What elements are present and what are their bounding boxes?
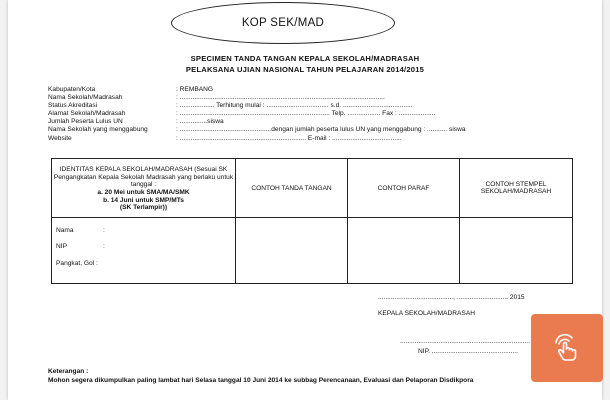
paraf-box bbox=[348, 218, 460, 284]
field-nama-colon: : bbox=[103, 227, 105, 234]
info-label: Kabupaten/Kota bbox=[48, 86, 96, 93]
stamp-box bbox=[460, 218, 573, 284]
info-row-jumlah-peserta bbox=[48, 118, 588, 126]
info-value: : REMBANG bbox=[176, 86, 214, 93]
info-row-website bbox=[48, 135, 588, 143]
school-info-list bbox=[48, 86, 588, 143]
signature-role: KEPALA SEKOLAH/MADRASAH bbox=[378, 310, 475, 317]
keterangan-title: Keterangan : bbox=[48, 368, 89, 375]
identity-header-cell bbox=[52, 159, 236, 218]
signature-name-line: ....................................................................... bbox=[400, 338, 531, 345]
info-value: : ..................................................dengan jumlah peserta lulus UN yang menggabung : ........... siswa bbox=[176, 126, 466, 134]
hand-pointer-icon bbox=[550, 331, 584, 365]
kop-oval bbox=[171, 2, 395, 44]
signature-date-line: ........................................., ............................ 2015 bbox=[378, 294, 525, 301]
info-value: : .................................................................................. Telp. .................. Fax : .................... bbox=[176, 110, 436, 118]
info-value: : ................................................................................................................ bbox=[176, 94, 385, 102]
info-row-kabupaten bbox=[48, 86, 588, 94]
document-page bbox=[8, 0, 602, 400]
info-label: Website bbox=[48, 134, 72, 142]
touch-action-button[interactable] bbox=[531, 314, 603, 382]
signature-header-text: CONTOH TANDA TANGAN bbox=[251, 184, 332, 192]
identity-item-b: b. 14 Juni untuk SMP/MTs bbox=[103, 196, 184, 204]
signature-header-cell bbox=[236, 159, 348, 218]
field-nip-colon: : bbox=[103, 243, 105, 250]
field-nama bbox=[56, 227, 105, 234]
kop-text: KOP SEK/MAD bbox=[241, 17, 325, 29]
field-nip-label: NIP bbox=[56, 243, 67, 250]
stamp-header-text: CONTOH STEMPEL SEKOLAH/MADRASAH bbox=[480, 181, 552, 195]
info-value: : ..................................................................... E-mail : ...................................... bbox=[176, 134, 402, 142]
identity-note: (SK Terlampir)) bbox=[119, 204, 168, 212]
specimen-table bbox=[51, 158, 573, 284]
field-nama-label: Nama bbox=[56, 227, 74, 234]
info-label: Status Akreditasi bbox=[48, 102, 98, 110]
document-title-line2: PELAKSANA UJIAN NASIONAL TAHUN PELAJARAN 2014/2015 bbox=[185, 65, 425, 74]
info-value: : ................... Terhitung mulai : .................................. s.d. ...................................... bbox=[176, 102, 413, 110]
identity-item-a: a. 20 Mei untuk SMA/MA/SMK bbox=[97, 189, 190, 196]
info-row-akreditasi bbox=[48, 102, 588, 110]
info-label: Nama Sekolah/Madrasah bbox=[48, 94, 123, 102]
info-label: Jumlah Peserta Lulus UN bbox=[48, 118, 123, 126]
stamp-header-cell bbox=[460, 159, 573, 218]
document-title-line1: SPECIMEN TANDA TANGAN KEPALA SEKOLAH/MADRASAH bbox=[190, 54, 420, 63]
info-label: Nama Sekolah yang menggabung bbox=[48, 126, 148, 134]
field-pangkat-label: Pangkat, Gol : bbox=[56, 260, 98, 267]
keterangan-text: Mohon segera dikumpulkan paling lambat hari Selasa tanggal 10 Juni 2014 ke subbag Perencanaan, Evaluasi dan Pelaporan Disdikpora bbox=[48, 377, 474, 384]
info-value: : ...............siswa bbox=[176, 118, 224, 126]
signature-box bbox=[236, 218, 348, 284]
identity-header-text: IDENTITAS KEPALA SEKOLAH/MADRASAH (Sesuai SK Pengangkatan Kepala Sekolah Madrasah yang berlaku untuk tanggal : bbox=[53, 166, 234, 189]
paraf-header-text: CONTOH PARAF bbox=[377, 184, 430, 192]
signature-nip-line: NIP. ............................................... bbox=[418, 348, 518, 355]
info-row-alamat bbox=[48, 110, 588, 118]
field-nip bbox=[56, 243, 105, 250]
identity-fields-cell bbox=[52, 218, 236, 284]
field-pangkat bbox=[56, 260, 98, 267]
paraf-header-cell bbox=[348, 159, 460, 218]
info-row-nama-sekolah bbox=[48, 94, 588, 102]
info-label: Alamat Sekolah/Madrasah bbox=[48, 110, 126, 118]
info-row-menggabung bbox=[48, 126, 588, 134]
